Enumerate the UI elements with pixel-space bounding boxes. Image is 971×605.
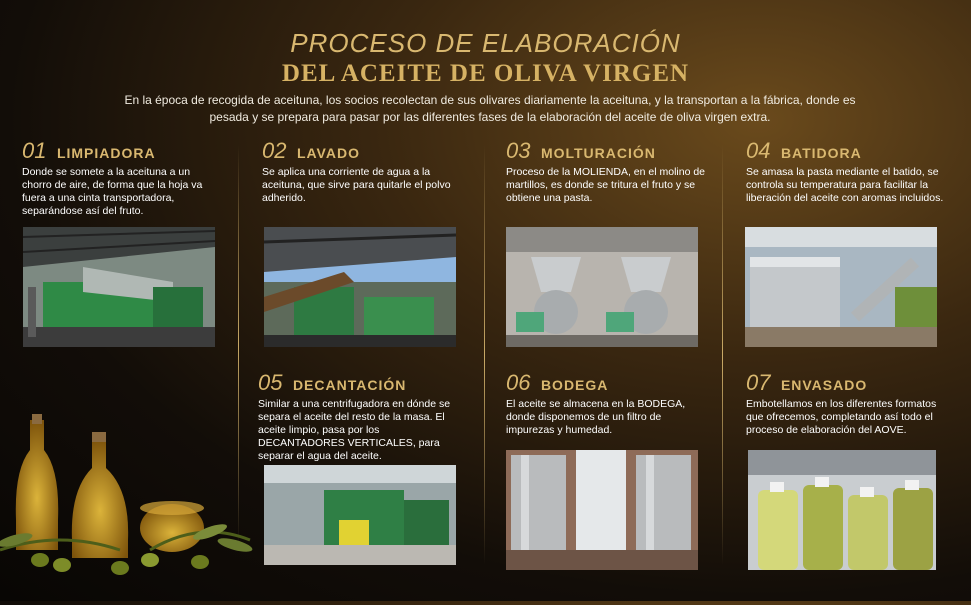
intro-text: En la época de recogida de aceituna, los socios recolectan de sus olivares diariamente la aceituna, y la transportan a la fábrica, donde es pesada y se prepara para pasar por las diferentes fases de la elaboración del aceite de oliva virgen extra. (124, 93, 856, 124)
step-number: 07 (746, 370, 771, 395)
step-number: 04 (746, 138, 771, 163)
step-title: BODEGA (540, 377, 609, 393)
step-bodega (506, 370, 706, 437)
molturacion-photo (506, 227, 698, 347)
step-title: MOLTURACIÓN (540, 145, 656, 161)
step-title: ENVASADO (780, 377, 868, 393)
limpiadora-photo (23, 227, 215, 347)
step-title: LAVADO (296, 145, 360, 161)
step-description: Embotellamos en los diferentes formatos que ofrecemos, completando así todo el proceso de elaboración del AOVE. (746, 398, 937, 436)
step-number: 06 (506, 370, 531, 395)
step-molturacion (506, 138, 706, 205)
divider (484, 145, 485, 565)
step-description: Donde se somete a la aceituna a un chorro de aire, de forma que la hoja va fuera a una cinta transportadora, separándose así del fruto. (22, 166, 203, 217)
step-title: BATIDORA (780, 145, 862, 161)
batidora-photo (745, 227, 937, 347)
step-description: Proceso de la MOLIENDA, en el molino de martillos, es donde se tritura el fruto y se obtiene una pasta. (506, 166, 706, 204)
step-number: 03 (506, 138, 531, 163)
step-envasado (746, 370, 946, 437)
step-description: El aceite se almacena en la BODEGA, donde disponemos de un filtro de impurezas y humedad. (506, 398, 686, 436)
step-title: LIMPIADORA (56, 145, 156, 161)
step-description: Similar a una centrifugadora en dónde se separa el aceite del resto de la masa. El aceite limpio, pasa por los DECANTADORES VERTICALES, para separar el agua del aceite. (258, 398, 451, 462)
step-batidora (746, 138, 946, 205)
step-number: 01 (22, 138, 47, 163)
step-limpiadora (22, 138, 222, 218)
envasado-photo (748, 450, 936, 570)
step-decantacion (258, 370, 458, 463)
step-description: Se aplica una corriente de agua a la aceituna, que sirve para quitarle el polvo adherido. (262, 166, 451, 204)
page-title-line1: PROCESO DE ELABORACIÓN (290, 28, 681, 58)
lavado-photo (264, 227, 456, 347)
step-number: 05 (258, 370, 283, 395)
step-description: Se amasa la pasta mediante el batido, se controla su temperatura para facilitar la liberación del aceite con aromas incluidos. (746, 166, 944, 204)
step-number: 02 (262, 138, 287, 163)
page-title-line2: DEL ACEITE DE OLIVA VIRGEN (281, 60, 690, 87)
bodega-photo (506, 450, 698, 570)
decantacion-photo (264, 465, 456, 565)
olive-oil-bottles-image (0, 400, 255, 600)
step-title: DECANTACIÓN (292, 377, 407, 393)
divider (722, 145, 723, 565)
step-lavado (262, 138, 462, 205)
